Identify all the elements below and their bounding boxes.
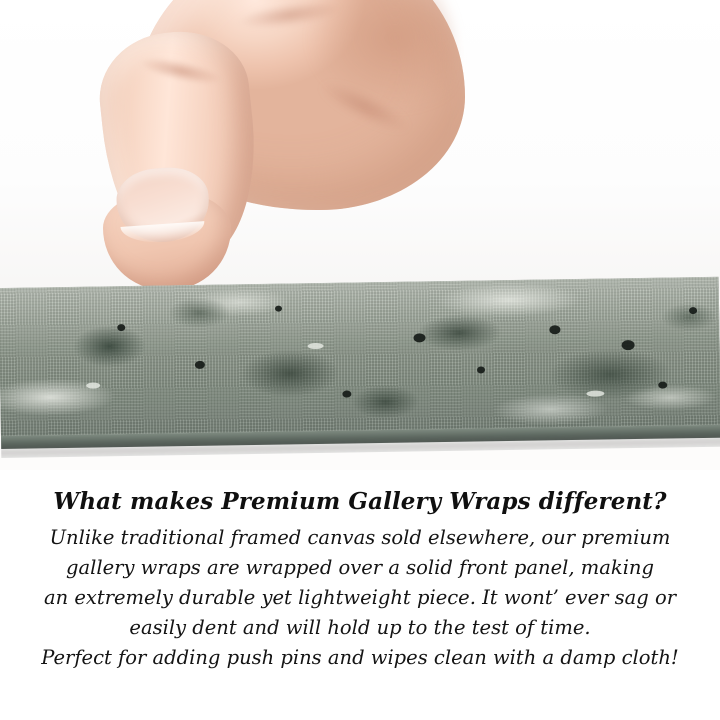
caption-line-3: an extremely durable yet lightweight piece. It wont’ ever sag or xyxy=(43,586,677,609)
caption-headline: What makes Premium Gallery Wraps different? xyxy=(53,488,667,515)
canvas-speck xyxy=(689,307,697,314)
canvas-highlight-speck xyxy=(308,343,324,349)
canvas-speck xyxy=(413,333,425,342)
canvas-speck xyxy=(658,382,667,389)
canvas-speck xyxy=(549,325,560,334)
hand-illustration xyxy=(95,0,465,330)
canvas-speck xyxy=(117,324,125,331)
canvas-speck xyxy=(195,361,205,369)
canvas-highlight-speck xyxy=(86,382,100,388)
canvas-speck xyxy=(275,306,282,312)
canvas-highlight-speck xyxy=(586,391,604,397)
canvas-edge-strip xyxy=(0,277,720,458)
caption-block xyxy=(0,488,720,673)
caption-line-5: Perfect for adding push pins and wipes clean with a damp cloth! xyxy=(41,646,679,669)
canvas-speck xyxy=(342,390,351,397)
canvas-texture-face xyxy=(0,277,720,436)
canvas-speck xyxy=(622,340,635,350)
caption-line-1: Unlike traditional framed canvas sold elsewhere, our premium xyxy=(49,526,671,549)
canvas-speck xyxy=(477,366,485,373)
caption-line-4: easily dent and will hold up to the test of time. xyxy=(129,616,591,639)
caption-line-2: gallery wraps are wrapped over a solid front panel, making xyxy=(66,556,654,579)
